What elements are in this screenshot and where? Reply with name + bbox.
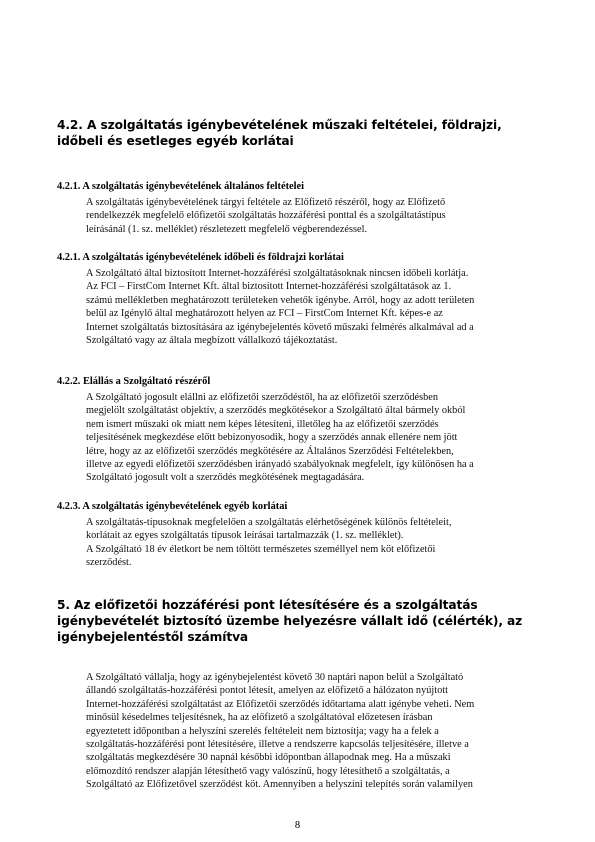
paragraph-line: Internet-hozzáférési szolgáltatást az Előfizetői szerződés időtartama alatt igénybe veheti. Nem	[86, 698, 475, 710]
paragraph-line: A Szolgáltató által biztosított Internet-hozzáférési szolgáltatásoknak nincsen időbeli korlátja.	[86, 268, 469, 279]
section-heading-4-2: 4.2. A szolgáltatás igénybevételének műszaki feltételei, földrajzi, időbeli és esetleges egyéb korlátai	[57, 118, 502, 148]
page-number: 8	[294, 820, 301, 831]
paragraph-line: leírásánál (1. sz. melléklet) részletezett megfelelő végberendezéssel.	[86, 223, 368, 235]
paragraph-line: rendelkezzék megfelelő előfizetői szolgáltatás hozzáférési ponttal és a szolgáltatástípus	[86, 210, 446, 222]
paragraph-line: előmozdító rendszer alapján létesíthető vagy valószínű, hogy létesíthető a szolgáltatás, a	[86, 765, 450, 777]
paragraph-line: megjelölt szolgáltatást objektív, a szerződés megkötésekor a Szolgáltató által bármely okból	[86, 405, 466, 417]
paragraph-line: Internet szolgáltatás biztosítására az igénybejelentés követő műszaki felmérés alkalmával ad a	[86, 321, 474, 333]
paragraph-line: minősül késedelmes teljesítésnek, ha az előfizető a szolgáltatóval előzetesen írásban	[86, 712, 433, 724]
paragraph-line: állandó szolgáltatás-hozzáférési pontot létesít, amelyen az előfizető a hálózaton nyújtott	[86, 685, 448, 697]
paragraph-line: A Szolgáltató vállalja, hogy az igénybejelentést követő 30 naptári napon belül a Szolgáltató	[86, 672, 464, 683]
paragraph-line: A Szolgáltató 18 év életkort be nem töltött természetes személlyel nem köt előfizetői	[86, 543, 436, 555]
paragraph-line: korlátait az egyes szolgáltatás típusok leírásai tartalmazzák (1. sz. melléklet).	[86, 530, 404, 542]
paragraph-line: teljesítésének megkezdése előtt bebizonyosodik, hogy a szerződés annak ellenére nem jött	[86, 432, 458, 444]
paragraph-line: Az FCI – FirstCom Internet Kft. által biztosított Internet-hozzáférési szolgáltatások az 1.	[86, 281, 452, 293]
paragraph-line: nem ismert műszaki ok miatt nem képes létesíteni, illetőleg ha az előfizetői szerződés	[86, 418, 439, 430]
paragraph-line: szolgáltatás-hozzáférési pont létesítésére, illetve a rendszerre kapcsolás teljesítésére, illetve a	[86, 739, 469, 751]
section-heading-5: 5. Az előfizetői hozzáférési pont létesítésére és a szolgáltatás igénybevételét biztosító üzembe helyezésre vállalt idő (célérték), az igénybejelentéstől számítva	[57, 598, 523, 644]
subsection-heading-4-2-1-general: 4.2.1. A szolgáltatás igénybevételének általános feltételei	[57, 181, 305, 192]
paragraph-4-2-2	[86, 391, 542, 485]
subsection-heading-4-2-2: 4.2.2. Elállás a Szolgáltató részéről	[57, 376, 211, 387]
paragraph-line: számú mellékletben meghatározott területeken vehetők igénybe. Arról, hogy az adott területen	[86, 294, 475, 306]
subsection-heading-4-2-3: 4.2.3. A szolgáltatás igénybevételének egyéb korlátai	[57, 501, 288, 512]
paragraph-4-2-1-general	[86, 196, 542, 236]
subsection-heading-4-2-1-time-geo: 4.2.1. A szolgáltatás igénybevételének időbeli és földrajzi korlátai	[57, 252, 344, 263]
paragraph-line: létre, hogy az az előfizetői szerződés megkötésére az Általános Szerződési Feltételekben,	[86, 445, 454, 457]
paragraph-line: illetve az egyedi előfizetői szerződésben irányadó szabályoknak megfelelt, így különösen ha a	[86, 459, 474, 471]
paragraph-5	[86, 671, 542, 792]
paragraph-4-2-1-time-geo	[86, 267, 542, 347]
paragraph-line: egyeztetett időpontban a helyszíni szerelés feltételeit nem biztosítja; vagy ha a felek a	[86, 725, 439, 737]
paragraph-line: Szolgáltató vagy az általa megbízott vállalkozó tájékoztatást.	[86, 335, 338, 347]
paragraph-line: Szolgáltató jogosult volt a szerződés megkötésének megtagadására.	[86, 472, 365, 484]
paragraph-line: A szolgáltatás-típusoknak megfelelően a szolgáltatás elérhetőségének különös feltételeit,	[86, 517, 452, 528]
paragraph-line: Szolgáltató az Előfizetővel szerződést köt. Amennyiben a helyszíni telepítés során valamilyen	[86, 779, 473, 791]
paragraph-line: A Szolgáltató jogosult elállni az előfizetői szerződéstől, ha az előfizetői szerződésben	[86, 392, 438, 403]
paragraph-line: belül az Igénylő által meghatározott helyen az FCI – FirstCom Internet Kft. képes-e az	[86, 308, 443, 320]
paragraph-4-2-3	[86, 516, 542, 570]
paragraph-line: szerződést.	[86, 557, 132, 569]
paragraph-line: A szolgáltatás igénybevételének tárgyi feltétele az Előfizető részéről, hogy az Előfizető	[86, 197, 446, 208]
paragraph-line: szolgáltatás megkezdésére 30 napnál későbbi időpontban állapodnak meg. Ha a műszaki	[86, 752, 451, 764]
